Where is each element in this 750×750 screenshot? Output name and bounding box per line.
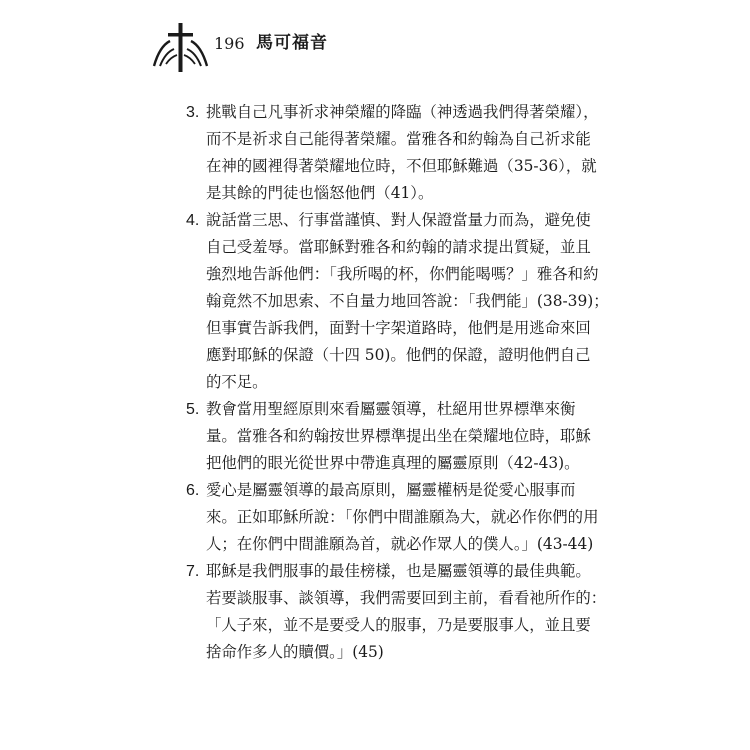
item-heading: 愛心是屬靈領導的最高原則，屬靈權柄是從愛心服事而 <box>206 481 576 499</box>
list-item <box>186 396 591 477</box>
item-line: 但事實告訴我們，面對十字架道路時，他們是用逃命來回 <box>206 319 591 337</box>
item-line: 強烈地告訴他們：「我所喝的杯，你們能喝嗎？」雅各和約 <box>206 265 599 283</box>
page-number: 196 <box>214 34 245 53</box>
item-line: 是其餘的門徒也惱怒他們（41）。 <box>206 184 434 202</box>
item-line: 自己受羞辱。當耶穌對雅各和約翰的請求提出質疑，並且 <box>206 238 591 256</box>
item-heading: 挑戰自己凡事祈求神榮耀的降臨（神透過我們得著榮耀）， <box>206 103 599 121</box>
cross-crown-logo-icon <box>150 22 212 72</box>
item-line: 的不足。 <box>206 373 268 391</box>
item-number: 7. <box>186 563 200 580</box>
item-line: 「人子來，並不是要受人的服事，乃是要服事人，並且要 <box>206 616 591 634</box>
item-number: 4. <box>186 212 200 229</box>
list-item <box>186 99 599 207</box>
item-line: 在神的國裡得著榮耀地位時，不但耶穌難過（35-36），就 <box>206 157 597 175</box>
list-item <box>186 558 607 666</box>
item-line: 應對耶穌的保證（十四 50)。他們的保證，證明他們自己 <box>206 346 591 364</box>
list-item <box>186 207 609 396</box>
lesson-list <box>186 99 609 666</box>
item-line: 翰竟然不加思索、不自量力地回答說：「我們能」(38-39)； <box>206 292 609 310</box>
item-number: 6. <box>186 482 200 499</box>
item-line: 若要談服事、談領導，我們需要回到主前，看看祂所作的： <box>206 589 607 607</box>
item-heading: 教會當用聖經原則來看屬靈領導，杜絕用世界標準來衡 <box>206 400 576 418</box>
item-line: 人；在你們中間誰願為首，就必作眾人的僕人。」(43-44) <box>206 535 594 553</box>
item-number: 5. <box>186 401 200 418</box>
item-heading: 耶穌是我們服事的最佳榜樣，也是屬靈領導的最佳典範。 <box>206 562 591 580</box>
list-item <box>186 477 599 558</box>
item-line: 而不是祈求自己能得著榮耀。當雅各和約翰為自己祈求能 <box>206 130 591 148</box>
book-title: 馬可福音 <box>256 33 328 53</box>
item-line: 來。正如耶穌所說：「你們中間誰願為大，就必作你們的用 <box>206 508 599 526</box>
item-number: 3. <box>186 104 200 121</box>
item-line: 量。當雅各和約翰按世界標準提出坐在榮耀地位時，耶穌 <box>206 427 591 445</box>
item-line: 把他們的眼光從世界中帶進真理的屬靈原則（42-43)。 <box>206 454 580 472</box>
item-line: 捨命作多人的贖價。」(45) <box>206 643 384 661</box>
item-heading: 說話當三思、行事當謹慎、對人保證當量力而為，避免使 <box>206 211 591 229</box>
